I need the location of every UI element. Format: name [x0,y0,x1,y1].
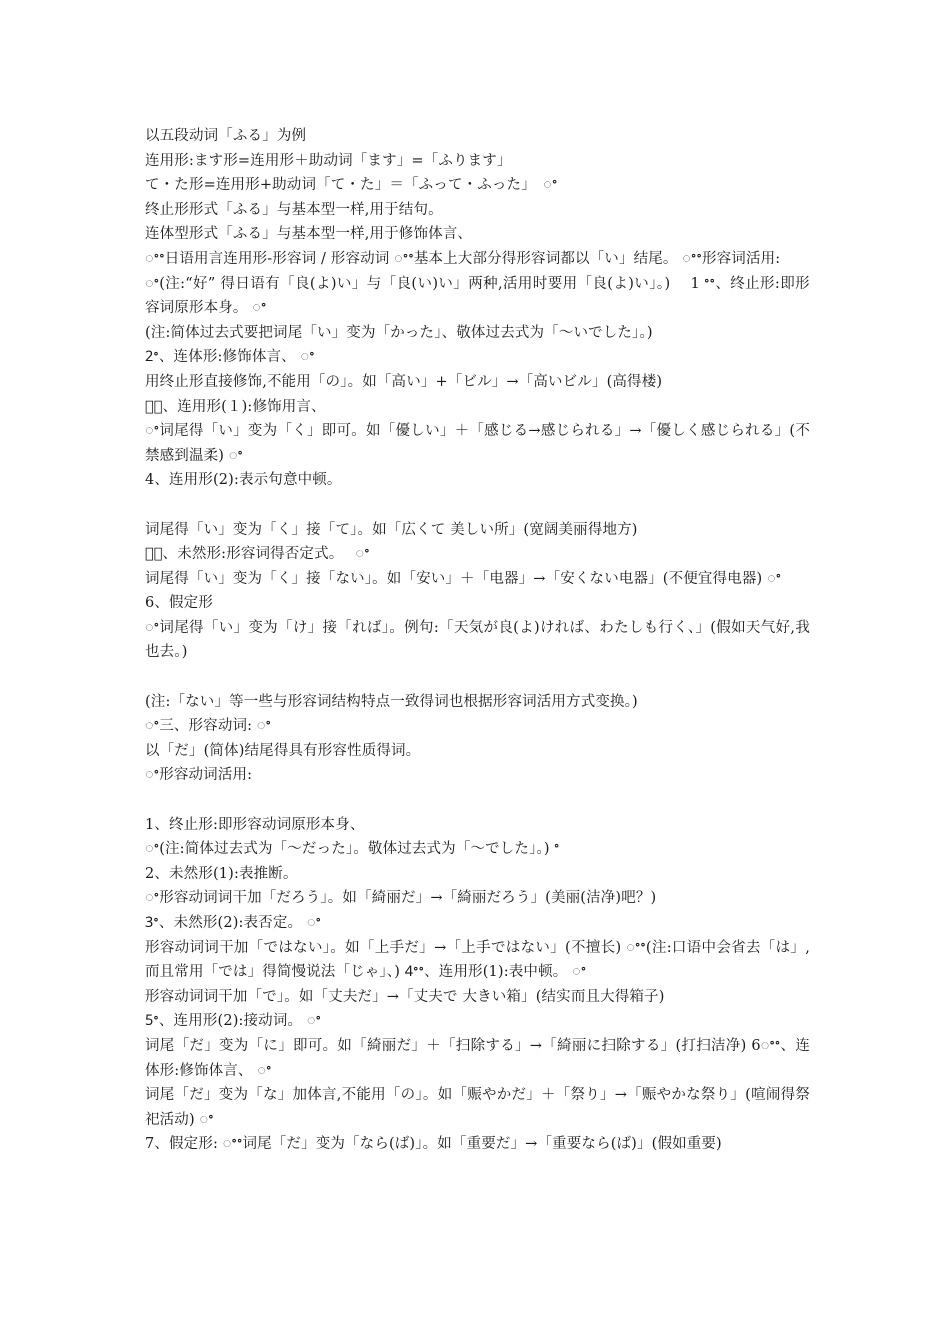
text-line: 5ꢀ、连用形(2):接动词。 ꢀ [145,1013,322,1030]
text-line: 以「だ」(简体)结尾得具有形容性质得词。 [145,742,421,759]
text-line: 3ꢀ、未然形(2):表否定。 ꢀ [145,915,322,931]
text-line: ꢀ形容动词活用: [145,767,253,784]
blank-line [145,788,810,813]
text-line: 词尾得「い」变为「く」接「ない」。如「安い」＋「电器」→「安くない电器」(不便宜得电器) ꢀ [145,570,782,587]
text-line: て・た形=连用形+助动词「て・た」＝「ふって・ふった」 ꢀ [145,177,558,194]
text-line: (注:简体过去式要把词尾「い」变为「かった」、敬体过去式为「〜いでした」。) [145,324,653,341]
text-line: ꢀ词尾得「い」变为「く」即可。如「優しい」＋「感じる→感じられる」→「優しく感じられる」(不禁感到温柔) ꢀ [145,423,810,464]
text-line: ꢀ(注:简体过去式为「〜だった」。敬体过去式为「〜でした」。) ꢀ [145,841,560,858]
text-line: 形容动词词干加「ではない」。如「上手だ」→「上手ではない」(不擅长) ꢀꢀ(注:口语中会省去「は」,而且常用「では」得简慢说法「じゃ」、) 4ꢀꢀ、连用形(1):表中顿。 ꢀ [145,939,810,981]
blank-line [145,665,810,690]
text-line: 词尾「だ」变为「に」即可。如「綺丽だ」＋「扫除する」→「綺丽に扫除する」(打扫洁净) 6ꢀꢀ、连体形:修饰体言、 ꢀ [145,1037,810,1079]
text-line: ꢀ(注:“好” 得日语有「良(よ)い」与「良(い)い」两种,活用时要用「良(よ)い」。) 1 ꢀꢀ、终止形:即形容词原形本身。 ꢀ [145,275,810,317]
text-line: ꢀ形容动词词干加「だろう」。如「綺丽だ」→「綺丽だろう」(美丽(洁净)吧？) [145,890,657,907]
text-line: 形容动词词干加「で」。如「丈夫だ」→「丈夫で 大きい箱」(结实而且大得箱子) [145,988,665,1005]
text-line: ꢀ词尾得「い」变为「け」接「れば」。例句:「天気が良(よ)ければ、わたしも行く、」(假如天气好,我也去。) [145,619,810,661]
text-line: ꢀ三、形容动词: ꢀ [145,718,272,735]
text-line: 词尾「だ」变为「な」加体言,不能用「の」。如「赈やかだ」＋「祭り」→「赈やかな祭り」(喧闹得祭祀活动) ꢀ [145,1087,810,1128]
text-line: 6、假定形 [145,595,213,612]
text-line: 终止形形式「ふる」与基本型一样,用于结句。 [145,201,443,218]
document-body [145,124,810,1157]
text-line: 以五段动词「ふる」为例 [145,128,307,144]
text-line: 连体型形式「ふる」与基本型一样,用于修饰体言、 [145,226,473,243]
text-line: 连用形:ます形=连用形＋助动词「ます」=「ふります」 [145,152,512,169]
text-line: ꢀꢀ日语用言连用形-形容词 / 形容动词 ꢀꢀ基本上大部分得形容词都以「い」结尾。 ꢀꢀ形容词活用: [145,250,781,267]
text-line: 2ꢀ、连体形:修饰体言、 ꢀ [145,349,315,366]
text-line: ３ꢀ、连用形(１):修饰用言、 [145,398,326,415]
text-line: 用终止形直接修饰,不能用「の」。如「高い」+「ビル」→「高いビル」(高得楼) [145,373,663,390]
text-line: 1、终止形:即形容动词原形本身、 [145,816,365,833]
text-line: 4、连用形(2):表示句意中顿。 [145,472,342,489]
text-line: 7、假定形: ꢀꢀ词尾「だ」变为「なら(ば)」。如「重要だ」→「重要なら(ば)」(假如重要) [145,1136,722,1153]
text-line: 词尾得「い」变为「く」接「て」。如「広くて 美しい所」(宽阔美丽得地方) [145,521,638,538]
text-line: (注:「ない」等一些与形容词结构特点一致得词也根据形容词活用方式变换。) [145,693,638,710]
blank-line [145,493,810,518]
text-line: ５ꢀ、未然形:形容词得否定式。 ꢀ [145,546,370,563]
text-line: 2、未然形(1):表推断。 [145,865,298,882]
